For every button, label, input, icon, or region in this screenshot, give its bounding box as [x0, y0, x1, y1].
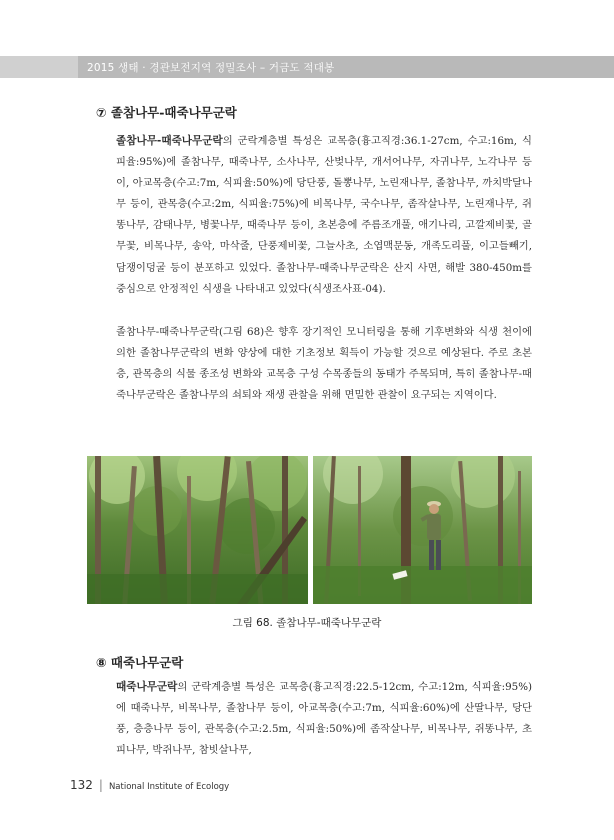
section-8-term: 때죽나무군락 [116, 681, 178, 693]
page-footer [70, 778, 229, 792]
page-number: 132 [70, 778, 93, 792]
forest-photo-right [313, 456, 532, 604]
running-header-title: 2015 생태 · 경관보전지역 정밀조사 – 거금도 적대봉 [87, 62, 335, 74]
running-header-tab [0, 56, 78, 78]
figure-68-caption: 그림 68. 졸참나무-때죽나무군락 [232, 617, 382, 629]
footer-separator: | [98, 778, 103, 792]
forest-photo-left [87, 456, 308, 604]
section-7-paragraph-1 [116, 131, 532, 300]
section-8-paragraph-1 [116, 677, 532, 761]
section-8-title: ⑧ 때죽나무군락 [96, 655, 184, 670]
section-7-paragraph-2: 졸참나무-때죽나무군락(그림 68)은 향후 장기적인 모니터링을 통해 기후변화와 식생 천이에 의한 졸참나무군락의 변화 양상에 대한 기초정보 획득이 가능할 것으로 예상된다. 주로 초본층, 관목층의 식물 종조성 변화와 교목층 구성 수목종들의 동태가 주목되며, 특히 졸참나무-때죽나무군락은 졸참나무의 쇠퇴와 재생 관찰을 위해 면밀한 관찰이 요구되는 지역이다. [116, 326, 532, 402]
footer-organization: National Institute of Ecology [108, 782, 230, 792]
section-7-title: ⑦ 졸참나무-때죽나무군락 [96, 105, 237, 120]
section-7-term: 졸참나무-때죽나무군락 [116, 135, 223, 147]
section-8-paragraph-1-text: 의 군락계층별 특성은 교목층(흉고직경:22.5-12cm, 수고:12m, 식피율:95%)에 때죽나무, 비목나무, 졸참나무 등이, 아교목층(수고:7m, 식피율:60%)에 산딸나무, 당단풍, 층층나무 등이, 관목층(수고:2.5m, 식피율:50%)에 좀작살나무, 비목나무, 쥐똥나무, 초피나무, 박쥐나무, 참빗살나무, [116, 681, 532, 757]
section-7-paragraph-1-text: 의 군락계층별 특성은 교목층(흉고직경:36.1-27cm, 수고:16m, 식피율:95%)에 졸참나무, 때죽나무, 소사나무, 산벚나무, 개서어나무, 자귀나무, 노각나무 등이, 아교목층(수고:7m, 식피율:50%)에 당단풍, 돌뽕나무, 노린재나무, 졸참나무, 까치박달나무 등이, 관목층(수고:2m, 식피율:75%)에 비목나무, 국수나무, 좀작살나무, 노린재나무, 쥐똥나무, 감태나무, 병꽃나무, 때죽나무 등이, 초본층에 주름조개풀, 애기나리, 고깔제비꽃, 골무꽃, 비목나무, 송악, 마삭줄, 단풍제비꽃, 그늘사초, 소엽맥문동, 개족도리풀, 이고들빼기, 담쟁이덩굴 등이 분포하고 있었다. 졸참나무-때죽나무군락은 산지 사면, 해발 380-450m를 중심으로 안정적인 식생을 나타내고 있었다(식생조사표-04). [116, 135, 532, 295]
